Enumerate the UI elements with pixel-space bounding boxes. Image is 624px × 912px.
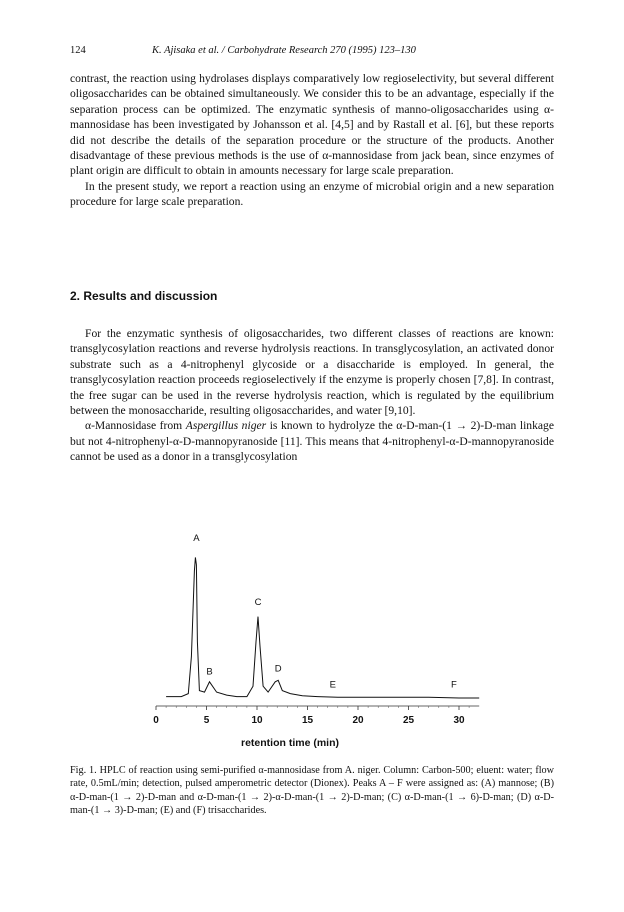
- x-tick-label: 20: [352, 715, 364, 726]
- intro-paragraph-1: contrast, the reaction using hydrolases displays comparatively low regioselectivity, but several different oligosaccharides can be obtained simultaneously. We consider this to be an advantage, especially if the separation process can be optimized. The enzymatic synthesis of manno-oligosaccharides using α-mannosidase has been investigated by Johansson et al. [4,5] and by Rastall et al. [6], but these reports did not describe the details of the separation procedure or the structure of the products. Another disadvantage of these previous methods is the use of α-mannosidase from jack bean, since enzymes of plant origin are difficult to obtain in amounts necessary for large scale preparation.: [70, 72, 554, 178]
- paragraph2-rest: is known to hydrolyze the α-D-man-(1 → 2)-D-man linkage but not 4-nitrophenyl-α-D-mannopyranoside [11]. This means that 4-nitrophenyl-α-D-mannopyranoside cannot be used as a donor in a transglycosylation: [70, 419, 554, 464]
- x-tick-label: 15: [301, 715, 314, 726]
- intro-paragraph-2: In the present study, we report a reaction using an enzyme of microbial origin and a new separation procedure for large scale preparation.: [70, 179, 554, 209]
- running-head: K. Ajisaka et al. / Carbohydrate Research 270 (1995) 123–130: [152, 45, 416, 56]
- results-paragraph-2: [70, 418, 554, 464]
- figure-caption: [70, 764, 554, 818]
- peak-label-d: D: [274, 663, 282, 675]
- x-tick-label: 0: [153, 715, 159, 726]
- intro-text: [70, 71, 554, 210]
- peak-label-e: E: [329, 679, 336, 691]
- peak-label-c: C: [254, 596, 262, 608]
- chromatogram-trace: [166, 557, 479, 698]
- x-tick-label: 5: [203, 715, 210, 726]
- x-axis-label: retention time (min): [240, 737, 340, 749]
- peak-label-f: F: [451, 679, 457, 691]
- species-name: Aspergillus niger: [185, 419, 267, 433]
- plot-layer: [153, 533, 479, 726]
- peak-label-b: B: [206, 666, 213, 678]
- caption-text: HPLC of reaction using semi-purified α-mannosidase from A. niger. Column: Carbon-500; eluent: water; flow rate, 0.5mL/min; detection, pulsed amperometric detector (Dionex). Peaks A – F were assigned as: (A) mannose; (B) α-D-man-(1 → 2)-D-man and α-D-man-(1 → 2)-α-D-man-(1 → 2)-D-man; (C) α-D-man-(1 → 6)-D-man; (D) α-D-man-(1 → 3)-D-man; (E) and (F) trisaccharides.: [70, 765, 554, 817]
- results-paragraph-1: For the enzymatic synthesis of oligosaccharides, two different classes of reactions are known: transglycosylation reactions and reverse hydrolysis reactions. In transglycosylation, an activated donor substrate such as a 4-nitrophenyl glycoside or a disaccharide is employed. In general, the transglycosylation reaction proceeds regioselectively if the enzyme is properly chosen [7,8]. In contrast, the free sugar can be used in the reverse hydrolysis reaction, which is regulated by the equilibrium between the monosaccharide, resulting oligosaccharides, and water [9,10].: [70, 327, 554, 418]
- x-tick-label: 25: [402, 715, 415, 726]
- caption-label: Fig. 1.: [70, 765, 97, 776]
- paragraph2-start: α-Mannosidase from: [85, 419, 186, 433]
- results-text: [70, 326, 554, 465]
- page-number: 124: [70, 45, 86, 56]
- x-tick-label: 10: [251, 715, 263, 726]
- peak-label-a: A: [193, 533, 200, 545]
- running-header: [70, 44, 554, 58]
- hplc-chromatogram: [130, 525, 480, 750]
- section-heading: 2. Results and discussion: [70, 289, 218, 303]
- x-tick-label: 30: [453, 715, 465, 726]
